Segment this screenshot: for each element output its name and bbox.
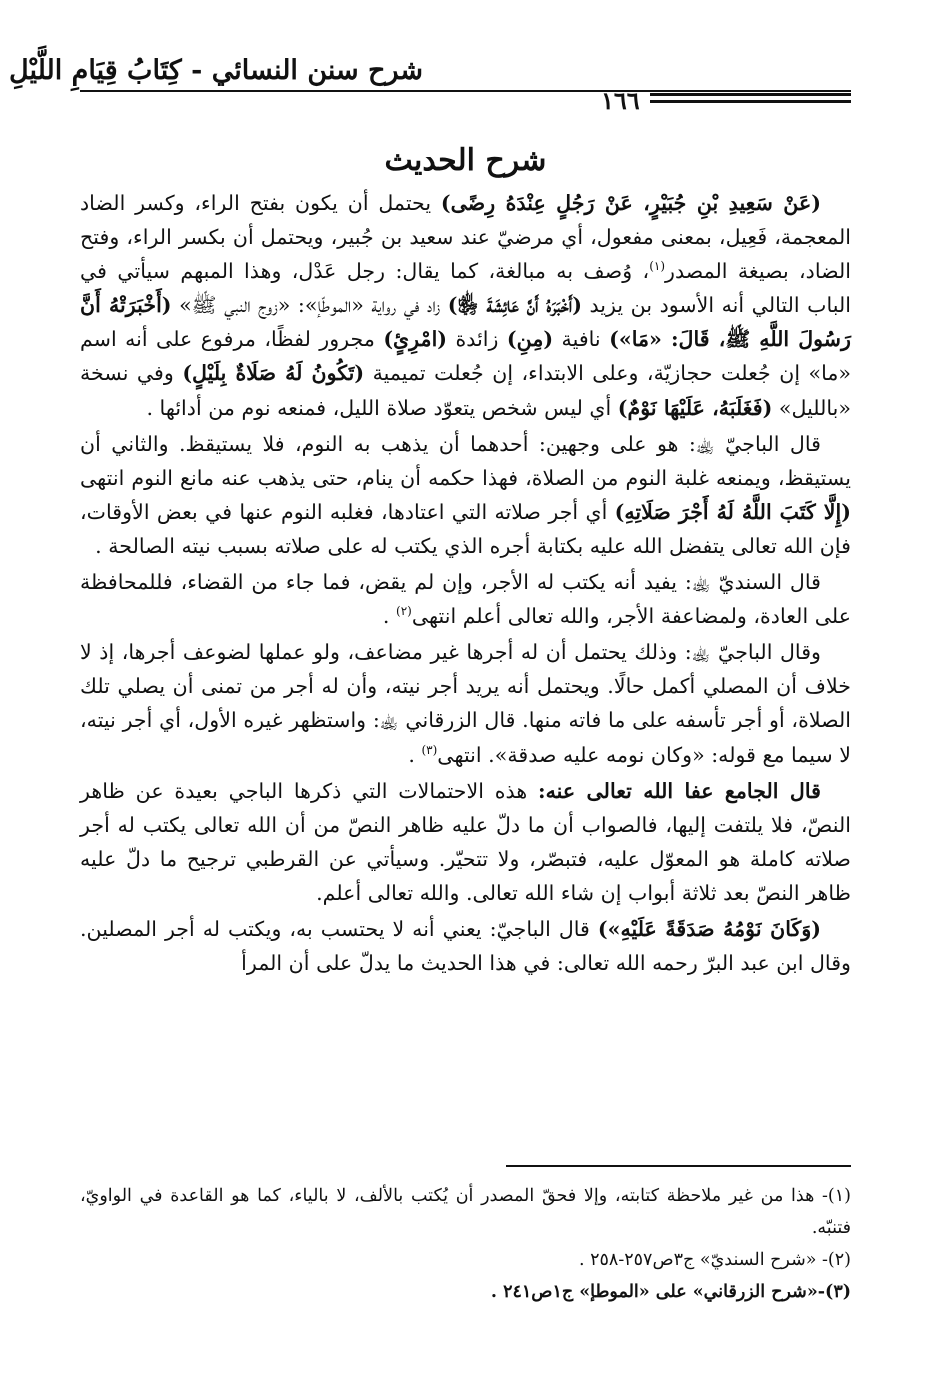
paragraph-3 bbox=[80, 565, 851, 633]
page-number: ١٦٦ bbox=[601, 85, 640, 115]
hadith-quote: (وَكَانَ نَوْمُهُ صَدَقَةً عَلَيْهِ») bbox=[597, 916, 822, 941]
hadith-quote: (مِنِ) bbox=[506, 327, 554, 352]
commentary-text: أي أجر صلاته التي اعتادها، فغلبه النوم عنها في بعض الأوقات، فإن الله تعالى يتفضل الله عليه بكتابة أجره الذي يكتب له على صلاته بسبب نيته الصالحة . bbox=[80, 499, 851, 558]
commentary-text: ، وُصف به مبالغة، كما يقال: رجل عَدْل، وهذا المبهم سيأتي في الباب التالي أنه الأسود بن يزيد bbox=[80, 259, 851, 318]
section-heading: شرح الحديث bbox=[384, 143, 547, 178]
commentary-text: نافية bbox=[553, 327, 610, 352]
commentary-text: قال الباجيّ: يعني أنه لا يحتسب به، ويكتب له أجر المصلين. وقال ابن عبد البرّ رحمه الله تعالى: في هذا الحديث ما يدلّ على أن المرأ bbox=[80, 916, 851, 976]
paragraph-5 bbox=[80, 774, 851, 910]
footnote-rule bbox=[506, 1165, 851, 1167]
commentary-text: . bbox=[408, 742, 422, 767]
footnote-marker: (٣)- bbox=[817, 1282, 851, 1302]
hadith-quote: (فَغَلَبَهُ، عَلَيْهَا نَوْمٌ) bbox=[617, 395, 773, 420]
hadith-quote: (إِلَّا كَتَبَ اللَّهُ لَهُ أَجْرَ صَلَاتِهِ) bbox=[614, 499, 851, 524]
commentary-text: قال السنديّ ﵀: يفيد أنه يكتب له الأجر، وإن لم يقض، فما جاء من القضاء، فللمحافظة على العادة، ولمضاعفة الأجر، والله تعالى أعلم انتهى bbox=[80, 570, 851, 629]
running-title: شرح سنن النسائي - كِتَابُ قِيَامِ اللَّيْلِ bbox=[9, 55, 423, 86]
hadith-quote: (امْرِئٍ) bbox=[383, 327, 448, 352]
footnote-ref-2: (٢) bbox=[396, 604, 412, 619]
footnote-ref-3: (٣) bbox=[421, 742, 438, 757]
commentary-text: . bbox=[382, 604, 397, 629]
footnote-ref-1: (١) bbox=[649, 259, 666, 274]
footnote-marker: (١)- bbox=[814, 1186, 851, 1206]
page-number-row bbox=[591, 85, 851, 115]
footnote-2 bbox=[80, 1244, 851, 1276]
commentary-text: يحتمل أن يكون بفتح الراء، وكسر الضاد المعجمة، فَعِيل، بمعنى مفعول، أي مرضيّ عند سعيد بن جُبير، ويحتمل أن بكسر الراء، وفتح الضاد، بصيغة المصدر bbox=[80, 191, 851, 284]
main-text bbox=[80, 186, 851, 982]
commentary-text: وفي نسخة «بالليل» bbox=[80, 361, 851, 420]
hadith-quote: (عَنْ سَعِيدِ بْنِ جُبَيْرٍ، عَنْ رَجُلٍ عِنْدَهُ رِضًى) bbox=[440, 191, 821, 215]
commentary-text: زاد في رواية «الموطّإ»: «زوج النبي ﷺ» bbox=[171, 293, 448, 318]
footnote-text: «شرح الزرقاني» على «الموطإ» ج١ص٢٤١ . bbox=[490, 1282, 818, 1302]
commentary-text: هذه الاحتمالات التي ذكرها الباجي بعيدة عن ظاهر النصّ، فلا يلتفت إليها، فالصواب أن ما دلّ عليه ظاهر النصّ من أن الله تعالى يكتب له أجر صلاته كاملة هو المعوّل عليه، فتبصّر، ولا تتحيّر. وسيأتي عن القرطبي ترجيح ما دلّ عليه ظاهر النصّ بعد ثلاثة أبواب إن شاء الله تعالى. والله تعالى أعلم. bbox=[80, 778, 851, 905]
commentary-text: وقال الباجيّ ﵀: وذلك يحتمل أن له أجرها غير مضاعف، ولو عملها لضوعف أجرها، إذ لا خلاف أن المصلي أكمل حالًا. ويحتمل أنه يريد أجر نيته، وأن له أجر من تمنى أن يصلي تلك الصلاة، أو أجر تأسفه على ما فاته منها. قال الزرقاني ﵀: واستظهر غيره الأول، أي أجر نيته، لا سيما مع قوله: «وكان نومه عليه صدقة». انتهى bbox=[80, 640, 851, 767]
commentary-text: قال الباجيّ ﵀: هو على وجهين: أحدهما أن يذهب به النوم، فلا يستيقظ. والثاني أن يستيقظ، ويمنعه غلبة النوم من الصلاة، فهذا حكمه أن ينام، حتى يذهب عنه مانع النوم انتهى bbox=[80, 431, 851, 490]
page-number-ornament bbox=[650, 92, 851, 108]
hadith-quote: (أَخْبَرَتْهُ أَنَّ رَسُولَ اللَّهِ ﷺ، قَالَ: «مَا») bbox=[80, 293, 851, 352]
footnote-3 bbox=[80, 1276, 851, 1308]
footnote-text: هذا من غير ملاحظة كتابته، وإلا فحقّ المصدر أن يُكتب بالألف، لا بالياء، كما هو القاعدة في الواويّ، فتنبّه. bbox=[80, 1186, 851, 1238]
paragraph-2 bbox=[80, 427, 851, 563]
paragraph-1 bbox=[80, 186, 851, 425]
hadith-quote: (أَخْبَرَهُ أَنَّ عَائِشَةَ ﵂) bbox=[447, 293, 582, 318]
hadith-quote: (تَكُونُ لَهُ صَلَاةٌ بِلَيْلٍ) bbox=[182, 361, 365, 386]
commentary-text: أي ليس شخص يتعوّد صلاة الليل، فمنعه نوم من أدائها . bbox=[146, 395, 618, 420]
paragraph-6 bbox=[80, 912, 851, 980]
paragraph-4 bbox=[80, 635, 851, 771]
commentary-text: زائدة bbox=[447, 327, 507, 352]
footnote-marker: (٢)- bbox=[816, 1250, 851, 1270]
author-note-label: قال الجامع عفا الله تعالى عنه: bbox=[537, 778, 821, 803]
footnote-1 bbox=[80, 1180, 851, 1244]
footnote-text: «شرح السنديّ» ج٣ص٢٥٧-٢٥٨ . bbox=[578, 1250, 817, 1270]
footnotes bbox=[80, 1180, 851, 1308]
commentary-text: مجرور لفظًا، مرفوع على أنه اسم «ما» إن جُعلت حجازيّة، وعلى الابتداء، إن جُعلت تميمية bbox=[80, 327, 852, 386]
